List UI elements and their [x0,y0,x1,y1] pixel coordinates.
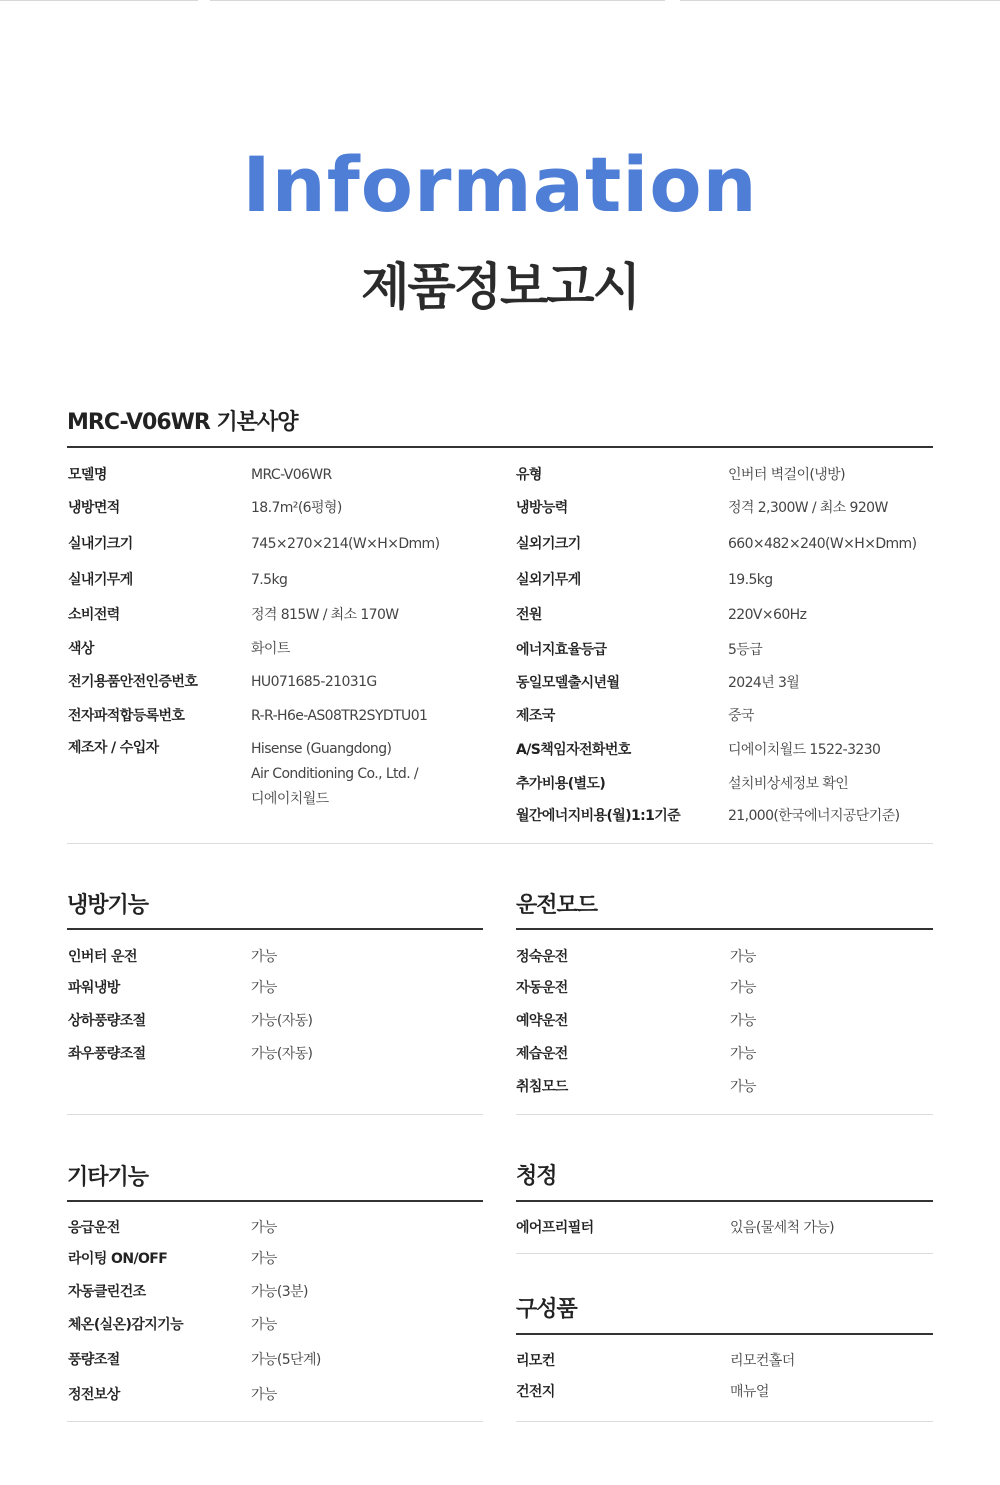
spec-label: 냉방면적 [68,500,120,516]
spec-label: 모델명 [68,467,107,483]
section-end-parts [516,1421,933,1422]
spec-value: Hisense (Guangdong) Air Conditioning Co., Ltd. / 디에이치월드 [251,741,419,807]
section-title-cooling: 냉방기능 [67,893,149,918]
spec-value: 디에이치월드 1522-3230 [728,742,881,758]
spec-label: 소비전력 [68,607,120,623]
spec-value: 설치비상세정보 확인 [728,776,849,792]
hero-title-en: Information [242,140,758,229]
spec-label: 자동운전 [516,980,568,996]
spec-label: 동일모델출시년월 [516,675,620,691]
spec-label: 제습운전 [516,1046,568,1062]
spec-value: 가능(자동) [251,1013,313,1029]
spec-label: 실외기무게 [516,572,581,588]
spec-value: 가능 [251,1251,277,1267]
hero-title-ko: 제품정보고시 [361,258,639,316]
spec-label: 제조국 [516,708,555,724]
spec-value: MRC-V06WR [251,467,332,483]
spec-value: 가능 [251,1387,277,1403]
spec-label: 상하풍량조절 [68,1013,146,1029]
section-title-etc: 기타기능 [67,1165,149,1190]
spec-value: 745×270×214(W×H×Dmm) [251,536,440,552]
spec-value: 가능 [251,949,277,965]
spec-label: 정전보상 [68,1387,120,1403]
spec-value: 정격 815W / 최소 170W [251,607,399,623]
spec-label: 응급운전 [68,1220,120,1236]
spec-label: 전기용품안전인증번호 [68,674,198,690]
spec-value: 가능 [251,980,277,996]
spec-label: 인버터 운전 [68,949,137,965]
spec-value: 정격 2,300W / 최소 920W [728,500,888,516]
section-title-basic: MRC-V06WR 기본사양 [67,410,298,435]
section-end-mode [516,1114,933,1115]
spec-label: 좌우풍량조절 [68,1046,146,1062]
spec-value: 7.5kg [251,572,288,588]
spec-value: 19.5kg [728,572,773,588]
section-end-etc [67,1421,483,1422]
section-end-basic [67,843,933,844]
spec-label: 에너지효율등급 [516,642,607,658]
spec-label: 제조자 / 수입자 [68,740,159,756]
spec-value: 21,000(한국에너지공단기준) [728,808,900,824]
spec-value: 5등급 [728,642,763,658]
spec-value: 가능(5단계) [251,1352,321,1368]
spec-label: 유형 [516,467,542,483]
spec-value: 가능(3분) [251,1284,308,1300]
spec-value: 있음(물세척 가능) [730,1220,835,1236]
spec-value: 가능 [730,980,756,996]
spec-label: 색상 [68,641,94,657]
spec-label: 에어프리필터 [516,1220,594,1236]
spec-value: 가능 [730,949,756,965]
spec-label: 라이팅 ON/OFF [68,1251,168,1267]
spec-value: 리모컨홀더 [730,1353,795,1369]
spec-value: 화이트 [251,641,290,657]
spec-value: 가능 [251,1317,277,1333]
spec-value: R-R-H6e-AS08TR2SYDTU01 [251,708,428,724]
spec-label: 추가비용(별도) [516,776,606,792]
top-divider [0,0,1000,2]
spec-label: 리모컨 [516,1353,555,1369]
section-title-parts: 구성품 [516,1297,577,1322]
spec-value: 매뉴얼 [730,1384,769,1400]
spec-label: 정숙운전 [516,949,568,965]
spec-label: A/S책임자전화번호 [516,742,631,758]
spec-label: 파워냉방 [68,980,120,996]
spec-value: 가능 [730,1046,756,1062]
section-rule-mode [516,928,933,930]
section-rule-cooling [67,928,483,930]
spec-value: 가능 [730,1013,756,1029]
spec-label: 자동클린건조 [68,1284,146,1300]
spec-value: 660×482×240(W×H×Dmm) [728,536,917,552]
section-title-mode: 운전모드 [516,893,598,918]
spec-label: 실내기무게 [68,572,133,588]
spec-value: 220V×60Hz [728,607,807,623]
spec-value: 2024년 3월 [728,675,800,691]
spec-value: 중국 [728,708,754,724]
spec-label: 월간에너지비용(월)1:1기준 [516,808,681,824]
spec-value: HU071685-21031G [251,674,377,690]
spec-label: 건전지 [516,1384,555,1400]
spec-label: 전원 [516,607,542,623]
section-rule-parts [516,1333,933,1335]
spec-label: 실외기크기 [516,536,581,552]
section-end-clean [516,1253,933,1254]
spec-value: 인버터 벽걸이(냉방) [728,467,845,483]
section-rule-clean [516,1200,933,1202]
spec-label: 전자파적합등록번호 [68,708,185,724]
spec-label: 냉방능력 [516,500,568,516]
spec-label: 예약운전 [516,1013,568,1029]
spec-label: 실내기크기 [68,536,133,552]
spec-label: 풍량조절 [68,1352,120,1368]
spec-label: 체온(실온)감지기능 [68,1317,183,1333]
section-rule-basic [67,446,933,448]
spec-value: 가능 [251,1220,277,1236]
spec-label: 취침모드 [516,1079,568,1095]
section-end-cooling [67,1114,483,1115]
spec-value: 가능 [730,1079,756,1095]
spec-value: 가능(자동) [251,1046,313,1062]
section-title-clean: 청정 [516,1164,557,1189]
section-rule-etc [67,1200,483,1202]
spec-value: 18.7m²(6평형) [251,500,342,516]
